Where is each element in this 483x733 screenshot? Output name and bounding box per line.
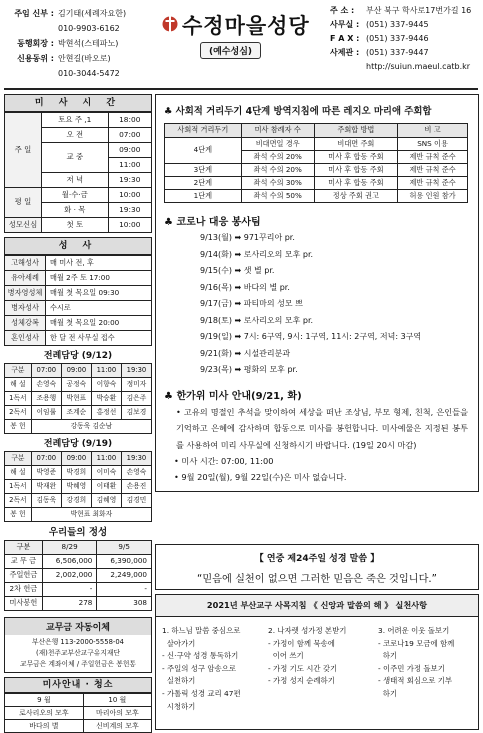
offering-title: 우리들의 정성 bbox=[48, 527, 108, 538]
duty-name: 박현표 최화자 bbox=[31, 508, 151, 522]
offering-header-cell: 구분 bbox=[5, 541, 43, 555]
mass-type: 첫 토 bbox=[42, 218, 109, 233]
mass-time: 10:00 bbox=[108, 188, 151, 203]
sacrament-row bbox=[5, 316, 152, 331]
sacrament-row bbox=[5, 271, 152, 286]
plan-line: 실천하기 bbox=[162, 676, 196, 686]
pastoral-plan-box bbox=[155, 594, 479, 730]
header-divider bbox=[4, 88, 478, 90]
mass-time: 09:00 bbox=[108, 143, 151, 158]
duty-name: 강동욱 김순남 bbox=[31, 420, 151, 434]
contact-row bbox=[330, 46, 480, 60]
contact-value: http://suiun.maeul.catb.kr bbox=[366, 62, 471, 71]
plan-column-2 bbox=[268, 625, 372, 688]
sacrament-info: 매월 2주 토 17:00 bbox=[46, 271, 152, 286]
duty-row bbox=[5, 466, 152, 480]
chuseok-title: ♣ 한가위 미사 안내(9/21, 화) bbox=[164, 390, 302, 402]
mass-schedule-title: 미 사 시 간 bbox=[4, 94, 152, 112]
duty-name: 손용진 bbox=[121, 480, 151, 494]
plan-line: - 가정 성지 순례하기 bbox=[268, 676, 335, 686]
duty-name: 손영숙 bbox=[121, 466, 151, 480]
mass-time: 19:30 bbox=[108, 173, 151, 188]
guideline-row bbox=[165, 190, 468, 203]
guideline-row bbox=[165, 138, 468, 151]
guideline-cell: 좌석 수의 30% bbox=[241, 177, 314, 190]
cleaning-group: 로사리오의 모후 bbox=[5, 707, 84, 720]
corona-item: 9/14(화) ➡ 로사리오의 모후 pr. bbox=[200, 249, 314, 259]
transfer-box bbox=[4, 617, 152, 673]
offering-value: 278 bbox=[42, 597, 97, 611]
parish-logo bbox=[162, 10, 322, 38]
sacrament-name: 혼인성사 bbox=[5, 331, 46, 346]
duty-offering-row bbox=[5, 508, 152, 522]
contact-value: 부산 북구 학사로17번가길 16 bbox=[366, 6, 472, 15]
corona-item: 9/18(토) ➡ 로사리오의 모후 pr. bbox=[200, 315, 314, 325]
sacrament-info: 매월 첫 목요일 09:30 bbox=[46, 286, 152, 301]
mass-time: 07:00 bbox=[108, 128, 151, 143]
staff-label bbox=[4, 21, 54, 36]
plan-line: 1. 하느님 말씀 중심으로 bbox=[162, 626, 241, 635]
guideline-level: 2단계 bbox=[165, 177, 242, 190]
corona-item: 9/23(목) ➡ 평화의 모후 pr. bbox=[200, 365, 298, 374]
sacrament-row bbox=[5, 331, 152, 346]
staff-row bbox=[4, 6, 154, 21]
contact-row bbox=[330, 32, 480, 46]
cleaning-group: 바다의 별 bbox=[5, 720, 84, 733]
cleaning-table bbox=[4, 693, 152, 733]
club-icon: ♣ bbox=[164, 390, 177, 402]
duty-name: 박재완 bbox=[31, 480, 61, 494]
mass-category: 주 일 bbox=[5, 113, 42, 188]
mass-time: 18:00 bbox=[108, 113, 151, 128]
cleaning-header-row bbox=[5, 694, 152, 707]
corona-title: ♣ 코로나 대응 봉사팀 bbox=[164, 217, 261, 228]
staff-label: 주임 신부 : bbox=[14, 9, 54, 18]
guideline-header-cell: 사회적 거리두기 bbox=[165, 124, 242, 138]
duty-row bbox=[5, 494, 152, 508]
transfer-line: (재)천주교부산교구유지재단 bbox=[35, 649, 121, 657]
duty-919-table bbox=[4, 451, 152, 522]
plan-line: 하기 bbox=[378, 651, 397, 661]
duty-header-cell: 09:00 bbox=[61, 452, 91, 466]
offering-value: - bbox=[42, 583, 97, 597]
contact-value: (051) 337-9446 bbox=[366, 34, 429, 43]
offering-row bbox=[5, 555, 152, 569]
offering-header-cell: 8/29 bbox=[42, 541, 97, 555]
guideline-cell: 비대면일 경우 bbox=[241, 138, 314, 151]
duty-912-title: 전례담당 (9/12) bbox=[43, 351, 113, 361]
parish-name: 수정마을성당 bbox=[182, 14, 310, 38]
staff-value: 김기태(세례자요한) bbox=[58, 9, 127, 18]
staff-row bbox=[4, 21, 154, 36]
contact-label: 사무실 : bbox=[330, 20, 360, 29]
cleaning-group: 마리아의 모후 bbox=[83, 707, 151, 720]
guideline-level: 3단계 bbox=[165, 164, 242, 177]
cleaning-month: 9 월 bbox=[5, 694, 84, 707]
mass-schedule-table bbox=[4, 112, 152, 233]
duty-header-cell: 07:00 bbox=[31, 452, 61, 466]
staff-value: 010-9903-6162 bbox=[58, 24, 120, 33]
duty-name: 박승환 bbox=[91, 392, 121, 406]
offering-row bbox=[5, 583, 152, 597]
guideline-cell: 제반 규칙 준수 bbox=[398, 151, 468, 164]
contact-label bbox=[330, 60, 366, 74]
transfer-line: 교무금은 계좌이체 / 주일헌금은 봉헌통 bbox=[20, 660, 136, 668]
duty-name: 조용행 bbox=[31, 392, 61, 406]
mass-time: 19:30 bbox=[108, 203, 151, 218]
plan-line: - 신·구약 성경 통독하기 bbox=[162, 651, 239, 661]
mass-type: 저 녁 bbox=[42, 173, 109, 188]
offering-value: 6,390,000 bbox=[97, 555, 152, 569]
duty-role: 2독서 bbox=[5, 406, 32, 420]
cleaning-row bbox=[5, 720, 152, 733]
duty-name: 박영준 bbox=[31, 466, 61, 480]
corona-item: 9/15(수) ➡ 샛 별 pr. bbox=[200, 266, 275, 275]
guideline-cell: SNS 이용 bbox=[398, 138, 468, 151]
duty-role: 2독서 bbox=[5, 494, 32, 508]
corona-item: 9/19(일) ➡ 7시: 6구역, 9시: 1구역, 11시: 2구역, 저녁: 3구역 bbox=[200, 332, 422, 341]
guideline-row bbox=[165, 177, 468, 190]
offering-label: 교 무 금 bbox=[5, 555, 43, 569]
offering-row bbox=[5, 597, 152, 611]
duty-name: 박혜영 bbox=[61, 480, 91, 494]
sacraments-table bbox=[4, 255, 152, 346]
cleaning-row bbox=[5, 707, 152, 720]
mass-time: 10:00 bbox=[108, 218, 151, 233]
guideline-cell: 정상 주회 권고 bbox=[314, 190, 397, 203]
cleaning-month: 10 월 bbox=[83, 694, 151, 707]
offering-value: 6,506,000 bbox=[42, 555, 97, 569]
duty-name: 이태환 bbox=[91, 480, 121, 494]
offering-label: 주일헌금 bbox=[5, 569, 43, 583]
contact-row bbox=[330, 18, 480, 32]
staff-row bbox=[4, 51, 154, 66]
sacrament-name: 병자영성체 bbox=[5, 286, 46, 301]
verse-box bbox=[155, 544, 479, 590]
offering-header-cell: 9/5 bbox=[97, 541, 152, 555]
contact-row bbox=[330, 4, 480, 18]
sacrament-info: 매 미사 전, 후 bbox=[46, 256, 152, 271]
plan-line: 이어 쓰기 bbox=[268, 651, 304, 661]
duty-name: 이향숙 bbox=[91, 378, 121, 392]
sacrament-info: 매월 첫 목요일 20:00 bbox=[46, 316, 152, 331]
plan-line: - 가톨릭 성경 교리 47편 bbox=[162, 688, 241, 698]
corona-item: 9/21(화) ➡ 시설관리분과 bbox=[200, 348, 291, 358]
staff-value: 박현석(스테파노) bbox=[58, 39, 119, 48]
contact-label: F A X : bbox=[330, 34, 360, 43]
contact-value: (051) 337-9447 bbox=[366, 48, 429, 57]
staff-info bbox=[4, 6, 154, 81]
guideline-cell: 허용 인원 참가 bbox=[398, 190, 468, 203]
sacrament-name: 성체강복 bbox=[5, 316, 46, 331]
duty-header-cell: 19:30 bbox=[121, 364, 151, 378]
duty-919-title: 전례담당 (9/19) bbox=[43, 439, 113, 449]
mass-category: 성모신심 bbox=[5, 218, 42, 233]
guideline-cell: 좌석 수의 20% bbox=[241, 164, 314, 177]
mass-row bbox=[5, 113, 152, 128]
staff-value: 안현길(바오로) bbox=[58, 54, 111, 63]
guideline-row bbox=[165, 164, 468, 177]
sacrament-row bbox=[5, 256, 152, 271]
club-icon: ♣ bbox=[164, 217, 177, 228]
plan-line: - 코로나19 모금에 함께 bbox=[378, 638, 455, 648]
plan-line: 하기 bbox=[378, 688, 397, 698]
duty-912-table bbox=[4, 363, 152, 434]
duty-header-cell: 09:00 bbox=[61, 364, 91, 378]
sacrament-name: 병자성사 bbox=[5, 301, 46, 316]
sacraments-title: 성 사 bbox=[4, 237, 152, 255]
duty-name: 강경희 bbox=[61, 494, 91, 508]
mass-type: 오 전 bbox=[42, 128, 109, 143]
corona-list bbox=[156, 230, 478, 379]
duty-header-cell: 07:00 bbox=[31, 364, 61, 378]
mass-time: 11:00 bbox=[108, 158, 151, 173]
duty-name: 손영숙 bbox=[31, 378, 61, 392]
plan-title: 2021년 부산교구 사목지침 《 신앙과 말씀의 해 》 실천사항 bbox=[156, 595, 478, 617]
contact-label: 사제관 : bbox=[330, 48, 360, 57]
guideline-table bbox=[164, 123, 468, 203]
duty-role: 해 설 bbox=[5, 466, 32, 480]
guideline-header-row bbox=[165, 124, 468, 138]
duty-header-cell: 19:30 bbox=[121, 452, 151, 466]
duty-row bbox=[5, 392, 152, 406]
club-icon: ♣ bbox=[164, 106, 176, 117]
plan-line: - 가정이 함께 묵송에 bbox=[268, 638, 335, 648]
guideline-cell: 제반 규칙 준수 bbox=[398, 164, 468, 177]
offering-value: 308 bbox=[97, 597, 152, 611]
offering-table bbox=[4, 540, 152, 611]
plan-line: 2. 나자렛 성가정 본받기 bbox=[268, 626, 347, 635]
guideline-title: ♣ 사회적 거리두기 4단계 방역지침에 따른 레지오 마리애 주회합 bbox=[164, 106, 432, 117]
guideline-cell: 비대면 주회 bbox=[314, 138, 397, 151]
contact-info bbox=[330, 4, 480, 74]
mass-type: 교 중 bbox=[42, 143, 109, 173]
parish-motto: (예수성심) bbox=[200, 42, 261, 59]
verse-title: 【 연중 제24주일 성경 말씀 】 bbox=[254, 554, 380, 564]
guideline-header-cell: 미사 참례자 수 bbox=[241, 124, 314, 138]
mass-type: 월·수·금 bbox=[42, 188, 109, 203]
duty-role: 1독서 bbox=[5, 480, 32, 494]
offering-header-row bbox=[5, 541, 152, 555]
duty-name: 김혜영 bbox=[91, 494, 121, 508]
contact-label: 주 소 : bbox=[330, 6, 355, 15]
plan-line: 살아가기 bbox=[162, 638, 196, 648]
guideline-cell: 제반 규칙 준수 bbox=[398, 177, 468, 190]
chuseok-line: • 미사 시간: 07:00, 11:00 bbox=[174, 456, 274, 466]
mass-category: 평 일 bbox=[5, 188, 42, 218]
chuseok-paragraph: • 고유의 명절인 추석을 맞이하여 세상을 떠난 조상님, 부모 형제, 친척, 은인들을 기억하고 은혜에 감사하며 합동으로 미사를 봉헌합니다. 미사예물은 지정된 봉투를 사용하여 미리 사무실에 신청하시기 바랍니다. (19일 20시 마감) bbox=[176, 406, 468, 450]
duty-row bbox=[5, 480, 152, 494]
staff-row bbox=[4, 66, 154, 81]
guideline-cell: 미사 후 합동 주회 bbox=[314, 177, 397, 190]
chuseok-line: • 9월 20일(월), 9월 22일(수)은 미사 없습니다. bbox=[174, 472, 347, 482]
corona-item: 9/17(금) ➡ 파티마의 성모 쁘 bbox=[200, 299, 303, 308]
verse-text: “믿음에 실천이 없으면 그러한 믿음은 죽은 것입니다.” bbox=[197, 574, 437, 585]
offering-row bbox=[5, 569, 152, 583]
duty-name: 김경민 bbox=[121, 494, 151, 508]
duty-header-cell: 11:00 bbox=[91, 452, 121, 466]
duty-role: 1독서 bbox=[5, 392, 32, 406]
staff-label: 동행회장 : bbox=[17, 39, 54, 48]
sacrament-row bbox=[5, 301, 152, 316]
staff-label bbox=[4, 66, 54, 81]
cleaning-title: 미사안내 · 청소 bbox=[4, 677, 152, 693]
plan-line: - 가정 기도 시간 갖기 bbox=[268, 663, 338, 673]
mass-row bbox=[5, 188, 152, 203]
duty-header-cell: 11:00 bbox=[91, 364, 121, 378]
guideline-header-cell: 주회합 방법 bbox=[314, 124, 397, 138]
duty-name: 이임률 bbox=[31, 406, 61, 420]
guideline-cell: 좌석 수의 20% bbox=[241, 151, 314, 164]
plan-line: 3. 어려운 이웃 돌보기 bbox=[378, 626, 450, 635]
sacrament-info: 수시로 bbox=[46, 301, 152, 316]
cross-logo-icon bbox=[162, 12, 178, 36]
duty-name: 김보경 bbox=[121, 406, 151, 420]
duty-header-cell: 구분 bbox=[5, 452, 32, 466]
duty-header-row bbox=[5, 364, 152, 378]
duty-role: 봉 헌 bbox=[5, 508, 32, 522]
duty-role: 해 설 bbox=[5, 378, 32, 392]
duty-name: 이미숙 bbox=[91, 466, 121, 480]
duty-row bbox=[5, 406, 152, 420]
offering-label: 2차 헌금 bbox=[5, 583, 43, 597]
plan-line: 시청하기 bbox=[162, 701, 196, 711]
sacrament-name: 유아세례 bbox=[5, 271, 46, 286]
mass-type: 토요 주 ,1 bbox=[42, 113, 109, 128]
staff-value: 010-3044-5472 bbox=[58, 69, 120, 78]
guideline-cell: 미사 후 합동 주회 bbox=[314, 164, 397, 177]
duty-name: 홍정선 bbox=[91, 406, 121, 420]
duty-header-row bbox=[5, 452, 152, 466]
left-column bbox=[4, 94, 152, 733]
duty-header-cell: 구분 bbox=[5, 364, 32, 378]
duty-name: 박현표 bbox=[61, 392, 91, 406]
contact-row bbox=[330, 60, 480, 74]
duty-offering-row bbox=[5, 420, 152, 434]
duty-name: 김은주 bbox=[121, 392, 151, 406]
mass-row bbox=[5, 218, 152, 233]
staff-row bbox=[4, 36, 154, 51]
guideline-cell: 좌석 수의 50% bbox=[241, 190, 314, 203]
corona-item: 9/16(목) ➡ 바다의 별 pr. bbox=[200, 282, 290, 292]
sacrament-info: 한 달 전 사무실 접수 bbox=[46, 331, 152, 346]
transfer-line: 부산은행 113-2000-5558-04 bbox=[32, 638, 124, 646]
contact-value: (051) 337-9445 bbox=[366, 20, 429, 29]
sacrament-row bbox=[5, 286, 152, 301]
guideline-level: 1단계 bbox=[165, 190, 242, 203]
notice-box bbox=[155, 94, 479, 492]
cleaning-group: 신비계의 모후 bbox=[83, 720, 151, 733]
offering-value: - bbox=[97, 583, 152, 597]
duty-name: 김동욱 bbox=[31, 494, 61, 508]
mass-type: 화 · 목 bbox=[42, 203, 109, 218]
plan-column-1 bbox=[162, 625, 262, 713]
guideline-level: 4단계 bbox=[165, 138, 242, 164]
staff-label: 신용동위 : bbox=[17, 54, 54, 63]
offering-value: 2,002,000 bbox=[42, 569, 97, 583]
plan-line: - 이주민 가정 돌보기 bbox=[378, 663, 445, 673]
plan-column-3 bbox=[378, 625, 474, 701]
plan-line: - 주일의 성구 암송으로 bbox=[162, 663, 236, 673]
duty-name: 공정숙 bbox=[61, 378, 91, 392]
duty-name: 정미자 bbox=[121, 378, 151, 392]
duty-role: 봉 헌 bbox=[5, 420, 32, 434]
offering-value: 2,249,000 bbox=[97, 569, 152, 583]
guideline-header-cell: 비 고 bbox=[398, 124, 468, 138]
guideline-cell: 미사 후 합동 주회 bbox=[314, 151, 397, 164]
duty-name: 조계순 bbox=[61, 406, 91, 420]
plan-line: - 생태적 회심으로 기부 bbox=[378, 676, 452, 686]
duty-row bbox=[5, 378, 152, 392]
offering-label: 미사봉헌 bbox=[5, 597, 43, 611]
transfer-title: 교무금 자동이체 bbox=[5, 618, 151, 635]
sacrament-name: 고해성사 bbox=[5, 256, 46, 271]
duty-name: 박경희 bbox=[61, 466, 91, 480]
corona-item: 9/13(월) ➡ 971꾸리아 pr. bbox=[200, 233, 295, 242]
